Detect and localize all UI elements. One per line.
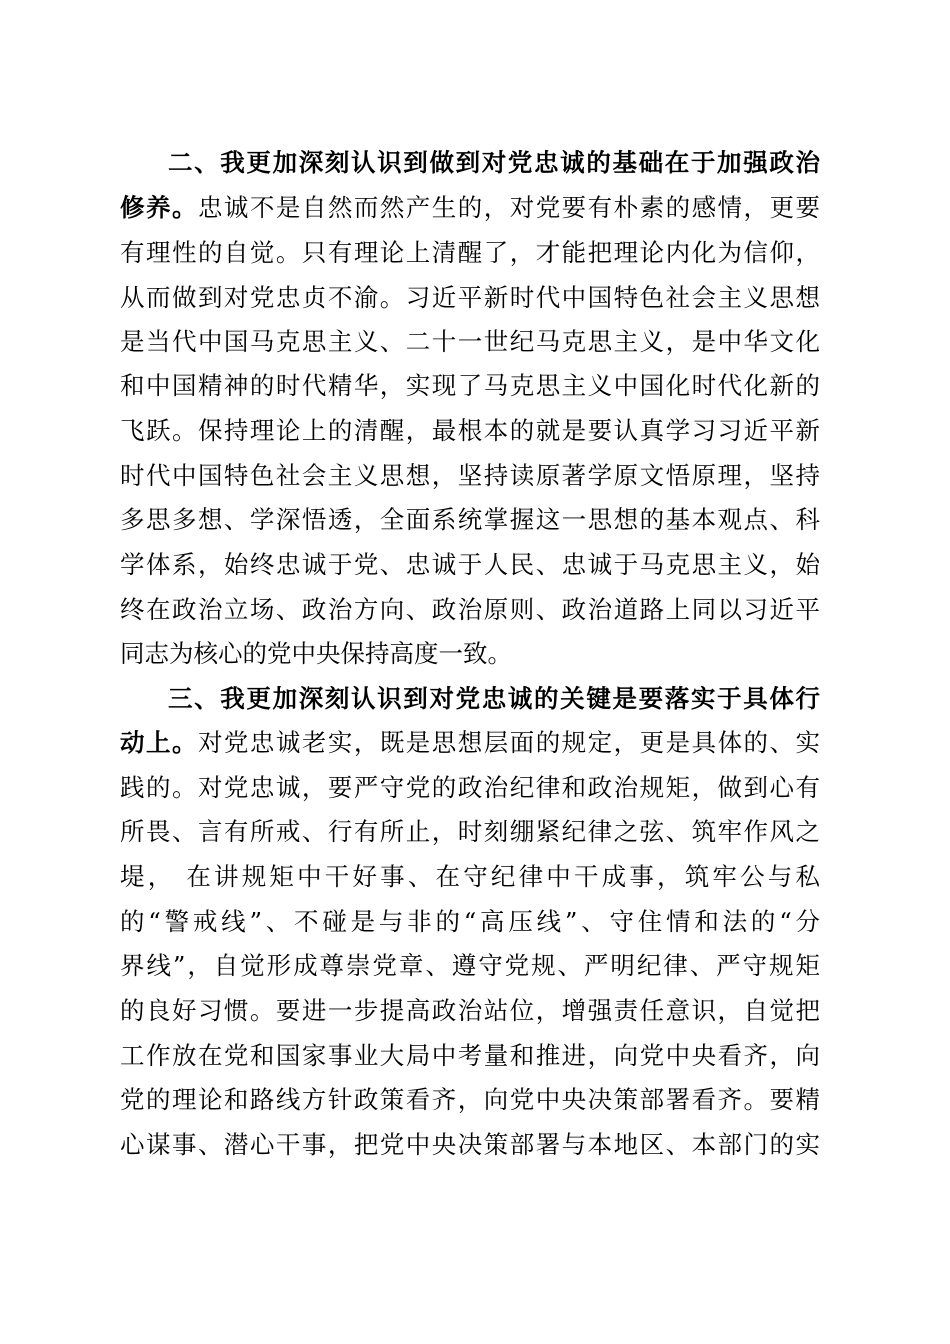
text-line xyxy=(120,902,820,942)
body-text: 是当代中国马克思主义、二十一世纪马克思主义，是中华文化 xyxy=(120,327,820,356)
body-text: 界线”，自觉形成尊崇党章、遵守党规、严明纪律、严守规矩 xyxy=(120,951,820,980)
body-text: 多思多想、学深悟透，全面系统掌握这一思想的基本观点、科 xyxy=(120,505,820,534)
body-text: 的良好习惯。要进一步提高政治站位，增强责任意识，自觉把 xyxy=(120,996,820,1025)
text-line xyxy=(120,1036,820,1076)
text-line xyxy=(168,679,820,719)
text-line xyxy=(120,857,820,897)
body-text: 同志为核心的党中央保持高度一致。 xyxy=(120,639,512,668)
body-text: 有理性的自觉。只有理论上清醒了，才能把理论内化为信仰， xyxy=(120,238,820,267)
body-text: 从而做到对党忠贞不渝。习近平新时代中国特色社会主义思想 xyxy=(120,283,820,312)
bold-heading-text: 二、我更加深刻认识到做到对党忠诚的基础在于加强政治 xyxy=(168,148,820,177)
text-line xyxy=(120,366,820,406)
text-line xyxy=(120,1125,820,1165)
text-line xyxy=(120,233,820,273)
text-line xyxy=(120,188,820,228)
text-line xyxy=(120,812,820,852)
body-text: 学体系，始终忠诚于党、忠诚于人民、忠诚于马克思主义，始 xyxy=(120,550,820,579)
body-text: 践的。对党忠诚，要严守党的政治纪律和政治规矩，做到心有 xyxy=(120,773,820,802)
body-text: 工作放在党和国家事业大局中考量和推进，向党中央看齐，向 xyxy=(120,1041,820,1070)
bold-heading-text: 修养。 xyxy=(120,193,198,222)
body-text: 党的理论和路线方针政策看齐，向党中央决策部署看齐。要精 xyxy=(120,1085,820,1114)
text-line xyxy=(120,590,820,630)
text-line xyxy=(120,456,820,496)
body-text: 心谋事、潜心干事，把党中央决策部署与本地区、本部门的实 xyxy=(120,1130,820,1159)
text-line xyxy=(120,278,820,318)
text-line xyxy=(120,411,820,451)
body-text: 对党忠诚老实，既是思想层面的规定，更是具体的、实 xyxy=(197,728,821,757)
text-line xyxy=(120,500,820,540)
bold-heading-text: 三、我更加深刻认识到对党忠诚的关键是要落实于具体行 xyxy=(168,684,820,713)
body-text: 所畏、言有所戒、行有所止，时刻绷紧纪律之弦、筑牢作风之 xyxy=(120,817,820,846)
text-line xyxy=(120,946,820,986)
text-line xyxy=(120,1080,820,1120)
body-text: 忠诚不是自然而然产生的，对党要有朴素的感情，更要 xyxy=(197,193,821,222)
text-line xyxy=(120,768,820,808)
body-text: 终在政治立场、政治方向、政治原则、政治道路上同以习近平 xyxy=(120,595,820,624)
text-line xyxy=(168,143,820,183)
text-line xyxy=(120,545,820,585)
text-line xyxy=(120,991,820,1031)
text-line xyxy=(120,634,820,674)
body-text: 飞跃。保持理论上的清醒，最根本的就是要认真学习习近平新 xyxy=(120,416,820,445)
body-text: 堤， 在讲规矩中干好事、在守纪律中干成事，筑牢公与私 xyxy=(120,862,820,891)
body-text: 的“警戒线”、不碰是与非的“高压线”、守住情和法的“分 xyxy=(120,907,820,936)
text-line xyxy=(120,723,820,763)
body-text: 时代中国特色社会主义思想，坚持读原著学原文悟原理，坚持 xyxy=(120,461,820,490)
bold-heading-text: 动上。 xyxy=(120,728,198,757)
text-line xyxy=(120,322,820,362)
body-text: 和中国精神的时代精华，实现了马克思主义中国化时代化新的 xyxy=(120,371,820,400)
